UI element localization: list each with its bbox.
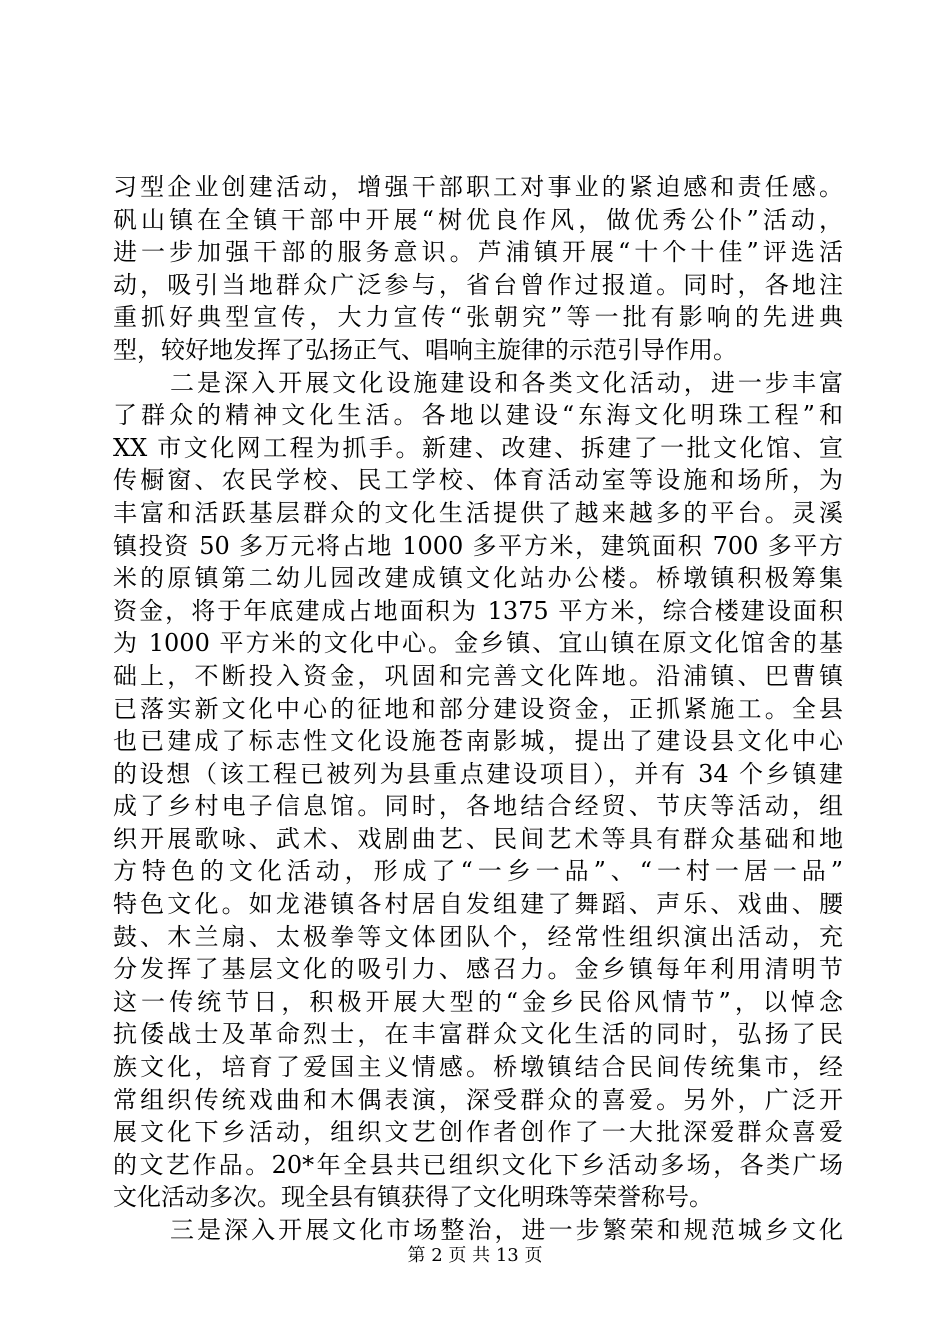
text-line: 成了乡村电子信息馆。同时，各地结合经贸、节庆等活动，组 <box>113 792 843 821</box>
page-footer: 第 2 页 共 13 页 <box>407 1245 543 1266</box>
text-line: 传橱窗、农民学校、民工学校、体育活动室等设施和场所，为 <box>113 466 843 495</box>
text-line: 这一传统节日，积极开展大型的“金乡民俗风情节”，以悼念 <box>113 987 843 1016</box>
text-line: 的设想（该工程已被列为县重点建设项目），并有 34 个乡镇建 <box>113 759 843 788</box>
text-line: XX 市文化网工程为抓手。新建、改建、拆建了一批文化馆、宣 <box>113 433 843 462</box>
text-line: 习型企业创建活动，增强干部职工对事业的紧迫感和责任感。 <box>113 173 843 201</box>
text-line: 丰富和活跃基层群众的文化生活提供了越来越多的平台。灵溪 <box>113 498 843 527</box>
text-line: 重抓好典型宣传，大力宣传“张朝究”等一批有影响的先进典 <box>113 303 843 332</box>
text-line: 动，吸引当地群众广泛参与，省台曾作过报道。同时，各地注 <box>113 270 843 299</box>
text-line: 族文化，培育了爱国主义情感。桥墩镇结合民间传统集市，经 <box>113 1053 843 1082</box>
body-text <box>113 171 843 1247</box>
text-line: 也已建成了标志性文化设施苍南影城，提出了建设县文化中心 <box>113 727 843 756</box>
text-line: 分发挥了基层文化的吸引力、感召力。金乡镇每年利用清明节 <box>113 955 843 984</box>
text-line: 型，较好地发挥了弘扬正气、唱响主旋律的示范引导作用。 <box>113 335 737 364</box>
text-line: 织开展歌咏、武术、戏剧曲艺、民间艺术等具有群众基础和地 <box>113 824 843 853</box>
text-line: 展文化下乡活动，组织文艺创作者创作了一大批深爱群众喜爱 <box>113 1118 843 1147</box>
text-line: 抗倭战士及革命烈士，在丰富群众文化生活的同时，弘扬了民 <box>113 1020 843 1049</box>
text-line: 资金，将于年底建成占地面积为 1375 平方米，综合楼建设面积 <box>113 596 843 625</box>
text-line: 了群众的精神文化生活。各地以建设“东海文化明珠工程”和 <box>113 401 843 430</box>
text-line: 常组织传统戏曲和木偶表演，深受群众的喜爱。另外，广泛开 <box>113 1085 843 1114</box>
text-line: 镇投资 50 多万元将占地 1000 多平方米，建筑面积 700 多平方 <box>113 531 843 560</box>
text-line: 鼓、木兰扇、太极拳等文体团队个，经常性组织演出活动，充 <box>113 922 843 951</box>
text-line: 米的原镇第二幼儿园改建成镇文化站办公楼。桥墩镇积极筹集 <box>113 564 843 593</box>
text-line: 为 1000 平方米的文化中心。金乡镇、宜山镇在原文化馆舍的基 <box>113 629 843 658</box>
text-line: 二是深入开展文化设施建设和各类文化活动，进一步丰富 <box>170 368 843 397</box>
text-line: 础上，不断投入资金，巩固和完善文化阵地。沿浦镇、巴曹镇 <box>113 661 843 690</box>
text-line: 三是深入开展文化市场整治，进一步繁荣和规范城乡文化 <box>170 1216 843 1244</box>
text-line: 文化活动多次。现全县有镇获得了文化明珠等荣誉称号。 <box>113 1183 713 1212</box>
text-line: 矾山镇在全镇干部中开展“树优良作风，做优秀公仆”活动， <box>113 205 843 234</box>
text-line: 进一步加强干部的服务意识。芦浦镇开展“十个十佳”评选活 <box>113 238 843 267</box>
text-line: 已落实新文化中心的征地和部分建设资金，正抓紧施工。全县 <box>113 694 843 723</box>
text-line: 的文艺作品。20*年全县共已组织文化下乡活动多场，各类广场 <box>113 1150 843 1179</box>
text-line: 特色文化。如龙港镇各村居自发组建了舞蹈、声乐、戏曲、腰 <box>113 890 843 919</box>
text-line: 方特色的文化活动，形成了“一乡一品”、“一村一居一品” <box>113 857 843 886</box>
